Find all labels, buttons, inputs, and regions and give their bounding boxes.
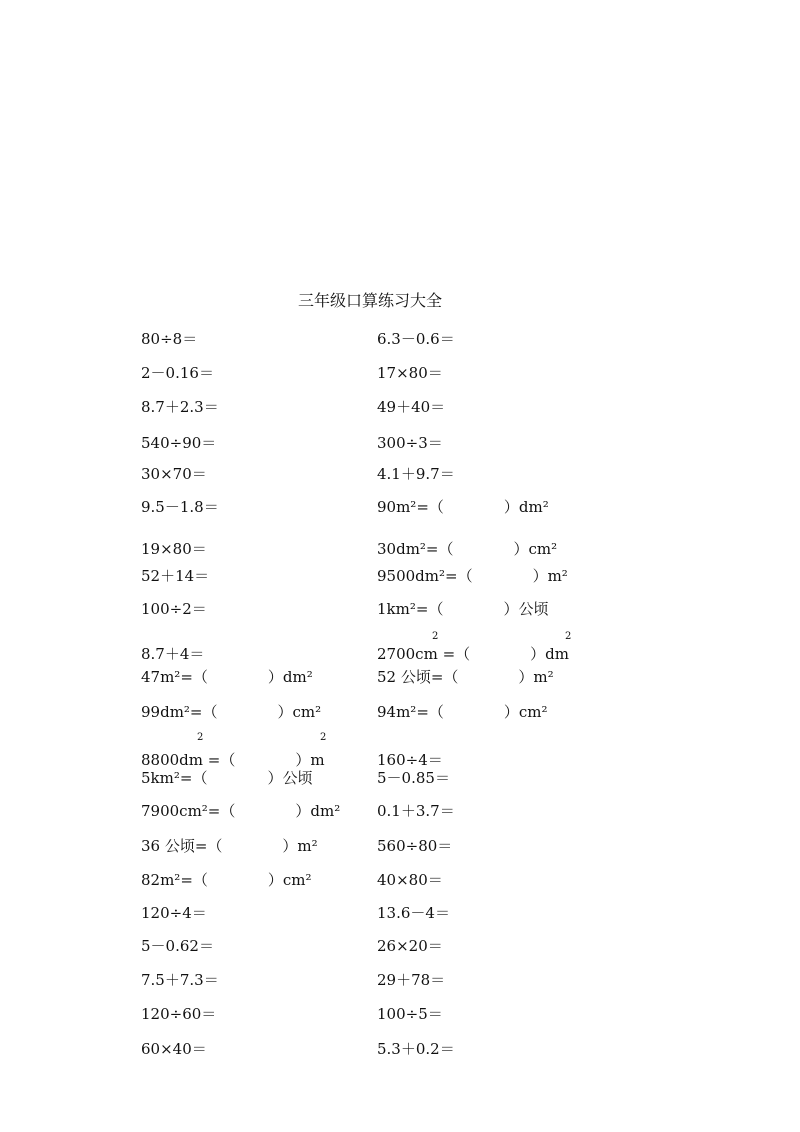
problem-left-22: 60×40＝ xyxy=(141,1040,207,1058)
problem-right-22: 5.3＋0.2＝ xyxy=(377,1040,455,1058)
problem-left-13: 8800dm =（ ）m xyxy=(141,751,325,769)
problem-right-13: 160÷4＝ xyxy=(377,751,443,769)
problem-left-17: 82m²=（ ）cm² xyxy=(141,871,312,889)
page-title: 三年级口算练习大全 xyxy=(297,291,442,310)
problem-left-15: 7900cm²=（ ）dm² xyxy=(141,802,341,820)
problem-right-19: 26×20＝ xyxy=(377,937,443,955)
problem-right-18: 13.6－4＝ xyxy=(377,904,450,922)
problem-right-16: 560÷80＝ xyxy=(377,837,453,855)
problem-left-21: 120÷60＝ xyxy=(141,1005,217,1023)
floating-superscript: 2 xyxy=(320,732,327,743)
problem-right-1: 6.3－0.6＝ xyxy=(377,330,455,348)
problem-right-20: 29＋78＝ xyxy=(377,971,446,989)
floating-superscript: 2 xyxy=(197,732,204,743)
problem-right-5: 4.1＋9.7＝ xyxy=(377,465,455,483)
problem-right-15: 0.1＋3.7＝ xyxy=(377,802,455,820)
problem-left-14: 5km²=（ ）公顷 xyxy=(141,769,313,787)
problem-left-11: 47m²=（ ）dm² xyxy=(141,668,313,686)
problem-right-17: 40×80＝ xyxy=(377,871,443,889)
problem-left-10: 8.7＋4＝ xyxy=(141,645,205,663)
problem-right-6: 90m²=（ ）dm² xyxy=(377,498,549,516)
problem-left-18: 120÷4＝ xyxy=(141,904,207,922)
problem-left-4: 540÷90＝ xyxy=(141,434,217,452)
problem-right-21: 100÷5＝ xyxy=(377,1005,443,1023)
floating-superscript: 2 xyxy=(565,631,572,642)
problem-left-2: 2－0.16＝ xyxy=(141,364,214,382)
problem-right-8: 9500dm²=（ ）m² xyxy=(377,567,568,585)
problem-right-3: 49＋40＝ xyxy=(377,398,446,416)
problem-right-7: 30dm²=（ ）cm² xyxy=(377,540,558,558)
floating-superscript: 2 xyxy=(432,631,439,642)
problem-left-9: 100÷2＝ xyxy=(141,600,207,618)
problem-left-6: 9.5－1.8＝ xyxy=(141,498,219,516)
problem-left-20: 7.5＋7.3＝ xyxy=(141,971,219,989)
problem-left-5: 30×70＝ xyxy=(141,465,207,483)
problem-right-11: 52 公顷=（ ）m² xyxy=(377,668,554,686)
problem-right-9: 1km²=（ ）公顷 xyxy=(377,600,549,618)
problem-left-16: 36 公顷=（ ）m² xyxy=(141,837,318,855)
problem-right-12: 94m²=（ ）cm² xyxy=(377,703,548,721)
problem-right-14: 5－0.85＝ xyxy=(377,769,450,787)
problem-left-3: 8.7＋2.3＝ xyxy=(141,398,219,416)
problem-left-1: 80÷8＝ xyxy=(141,330,198,348)
problem-left-8: 52＋14＝ xyxy=(141,567,210,585)
problem-right-2: 17×80＝ xyxy=(377,364,443,382)
problem-right-4: 300÷3＝ xyxy=(377,434,443,452)
problem-left-12: 99dm²=（ ）cm² xyxy=(141,703,322,721)
problem-right-10: 2700cm =（ ）dm xyxy=(377,645,569,663)
problem-left-19: 5－0.62＝ xyxy=(141,937,214,955)
problem-left-7: 19×80＝ xyxy=(141,540,207,558)
